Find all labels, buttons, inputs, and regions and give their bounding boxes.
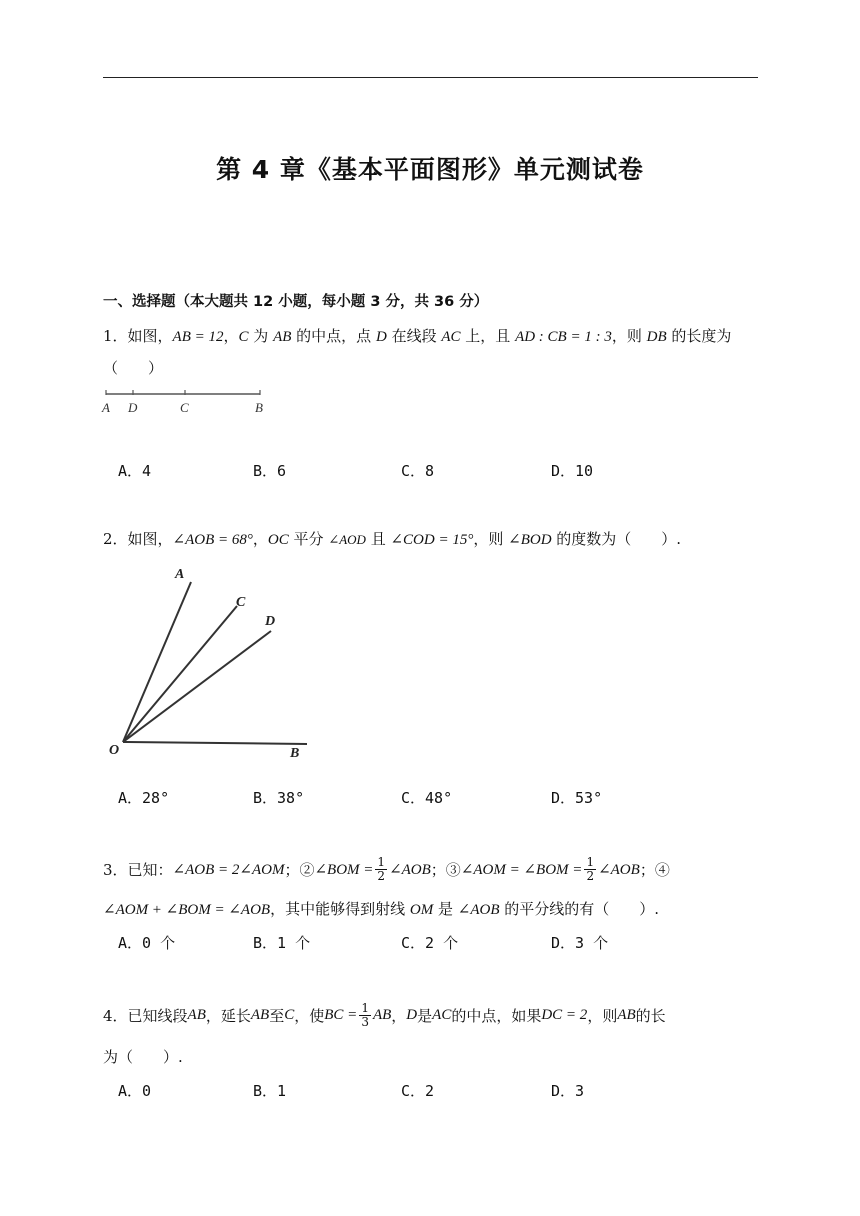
q4-text: 至 <box>269 1006 285 1025</box>
q4-text: 的中点，如果 <box>451 1006 542 1025</box>
vertex-label-o: O <box>109 743 120 758</box>
q1-segment-figure <box>100 386 270 418</box>
q2-text: 平分 <box>288 530 329 548</box>
q4-math: C <box>284 1006 295 1023</box>
q3-math: OM <box>409 902 434 918</box>
q3-text: ；④ <box>639 860 670 879</box>
ray-label-a: A <box>175 567 185 582</box>
question-1-line-1 <box>103 325 731 346</box>
q1-option-c[interactable]: C．8 <box>401 462 435 480</box>
ray-label-b: B <box>290 746 300 761</box>
question-2-line-1 <box>103 528 681 549</box>
q2-math: ∠AOD <box>328 532 366 547</box>
q4-math: D <box>406 1006 418 1023</box>
q1-math: DB <box>646 329 667 345</box>
q2-option-d[interactable]: D．53° <box>551 789 603 807</box>
question-3-line-2 <box>103 898 659 919</box>
ray-label-c: C <box>236 595 246 610</box>
q1-math: AC <box>441 329 461 345</box>
header-rule <box>103 77 758 78</box>
q3-math: ∠AOB = 2∠AOM <box>172 861 285 878</box>
q1-text: ，则 <box>611 327 647 345</box>
q2-math: ∠BOD <box>508 532 552 548</box>
q3-option-c[interactable]: C．2 个 <box>401 934 459 952</box>
q1-text: ， <box>223 327 239 345</box>
q3-option-d[interactable]: D．3 个 <box>551 934 609 952</box>
q2-text: 的度数为（ ）. <box>551 530 682 548</box>
q4-math: DC = 2 <box>541 1006 588 1023</box>
q4-option-d[interactable]: D．3 <box>551 1082 585 1100</box>
q3-fraction-1 <box>375 856 387 883</box>
q1-option-b[interactable]: B．6 <box>253 462 287 480</box>
point-label-c: C <box>180 400 189 415</box>
q1-text: 在线段 <box>386 327 442 345</box>
q2-option-a[interactable]: A．28° <box>118 789 170 807</box>
fraction-denominator: 2 <box>586 868 595 883</box>
page-title: 第 4 章《基本平面图形》单元测试卷 <box>216 155 644 184</box>
q1-text: 的长度为 <box>666 327 732 345</box>
q4-math: AB <box>187 1006 206 1023</box>
q4-text: 是 <box>417 1006 433 1025</box>
q2-option-c[interactable]: C．48° <box>401 789 453 807</box>
q3-math: ∠BOM = <box>314 861 374 878</box>
q2-text: ， <box>252 530 268 548</box>
q2-math: ∠COD = 15° <box>390 532 474 548</box>
q3-math: ∠AOB <box>598 861 640 878</box>
q4-option-a[interactable]: A．0 <box>118 1082 152 1100</box>
q4-fraction <box>359 1002 371 1029</box>
q4-math: AC <box>432 1006 452 1023</box>
question-4-line-1 <box>103 998 666 1032</box>
point-label-a: A <box>102 400 110 415</box>
q3-text: 是 <box>433 900 458 918</box>
q1-math: AD : CB = 1 : 3 <box>515 329 612 345</box>
q2-angle-figure <box>105 562 315 762</box>
q2-text: 且 <box>365 530 391 548</box>
q4-math: AB <box>250 1006 270 1023</box>
q1-text: 1．如图， <box>103 327 173 345</box>
q4-text: ，使 <box>294 1006 325 1025</box>
q1-text: 上，且 <box>460 327 516 345</box>
q2-option-b[interactable]: B．38° <box>253 789 305 807</box>
q2-math: ∠AOB = 68° <box>172 532 253 548</box>
q1-math: C <box>238 329 249 345</box>
q3-text: ，其中能够得到射线 <box>270 900 410 918</box>
q3-math: ∠AOM = ∠BOM = <box>460 861 583 878</box>
q3-text: 3．已知： <box>103 860 173 879</box>
q3-math: ∠AOB <box>389 861 431 878</box>
fraction-numerator: 1 <box>586 854 595 869</box>
q2-text: 2．如图， <box>103 530 173 548</box>
q2-math: OC <box>267 532 289 548</box>
q4-text: 4．已知线段 <box>103 1006 188 1025</box>
point-label-d: D <box>128 400 138 415</box>
q4-text: ， <box>391 1006 407 1025</box>
q3-text: ；③ <box>430 860 461 879</box>
q1-math: AB <box>273 329 292 345</box>
question-4-line-2: 为（ ）. <box>103 1048 183 1066</box>
question-1-line-2: （ ） <box>103 359 164 377</box>
q4-math: AB <box>372 1006 392 1023</box>
section-header: 一、选择题（本大题共 12 小题，每小题 3 分，共 36 分） <box>103 294 489 310</box>
fraction-numerator: 1 <box>377 854 386 869</box>
fraction-denominator: 3 <box>361 1014 369 1029</box>
q4-text: ，延长 <box>205 1006 251 1025</box>
q1-option-d[interactable]: D．10 <box>551 462 594 480</box>
q4-option-b[interactable]: B．1 <box>253 1082 287 1100</box>
question-3-line-1 <box>103 852 670 886</box>
q4-text: 的长 <box>635 1006 666 1025</box>
q4-text: ，则 <box>587 1006 618 1025</box>
q4-math: BC = <box>324 1006 358 1023</box>
q4-option-c[interactable]: C．2 <box>401 1082 435 1100</box>
fraction-denominator: 2 <box>377 868 386 883</box>
q3-text: 的平分线的有（ ）. <box>499 900 660 918</box>
q1-math: AB = 12 <box>172 329 224 345</box>
q3-option-a[interactable]: A．0 个 <box>118 934 176 952</box>
q3-text: ；② <box>284 860 315 879</box>
fraction-numerator: 1 <box>361 1000 369 1015</box>
q2-text: ，则 <box>473 530 509 548</box>
q3-math: ∠AOB <box>457 902 500 918</box>
q4-math: AB <box>617 1006 636 1023</box>
q1-text: 为 <box>248 327 274 345</box>
q3-option-b[interactable]: B．1 个 <box>253 934 311 952</box>
q1-option-a[interactable]: A．4 <box>118 462 152 480</box>
point-label-b: B <box>255 400 263 415</box>
q3-fraction-2 <box>584 856 596 883</box>
ray-label-d: D <box>265 614 276 629</box>
q3-math: ∠AOM + ∠BOM = ∠AOB <box>103 902 271 918</box>
q1-math: D <box>375 329 387 345</box>
q1-text: 的中点，点 <box>291 327 376 345</box>
